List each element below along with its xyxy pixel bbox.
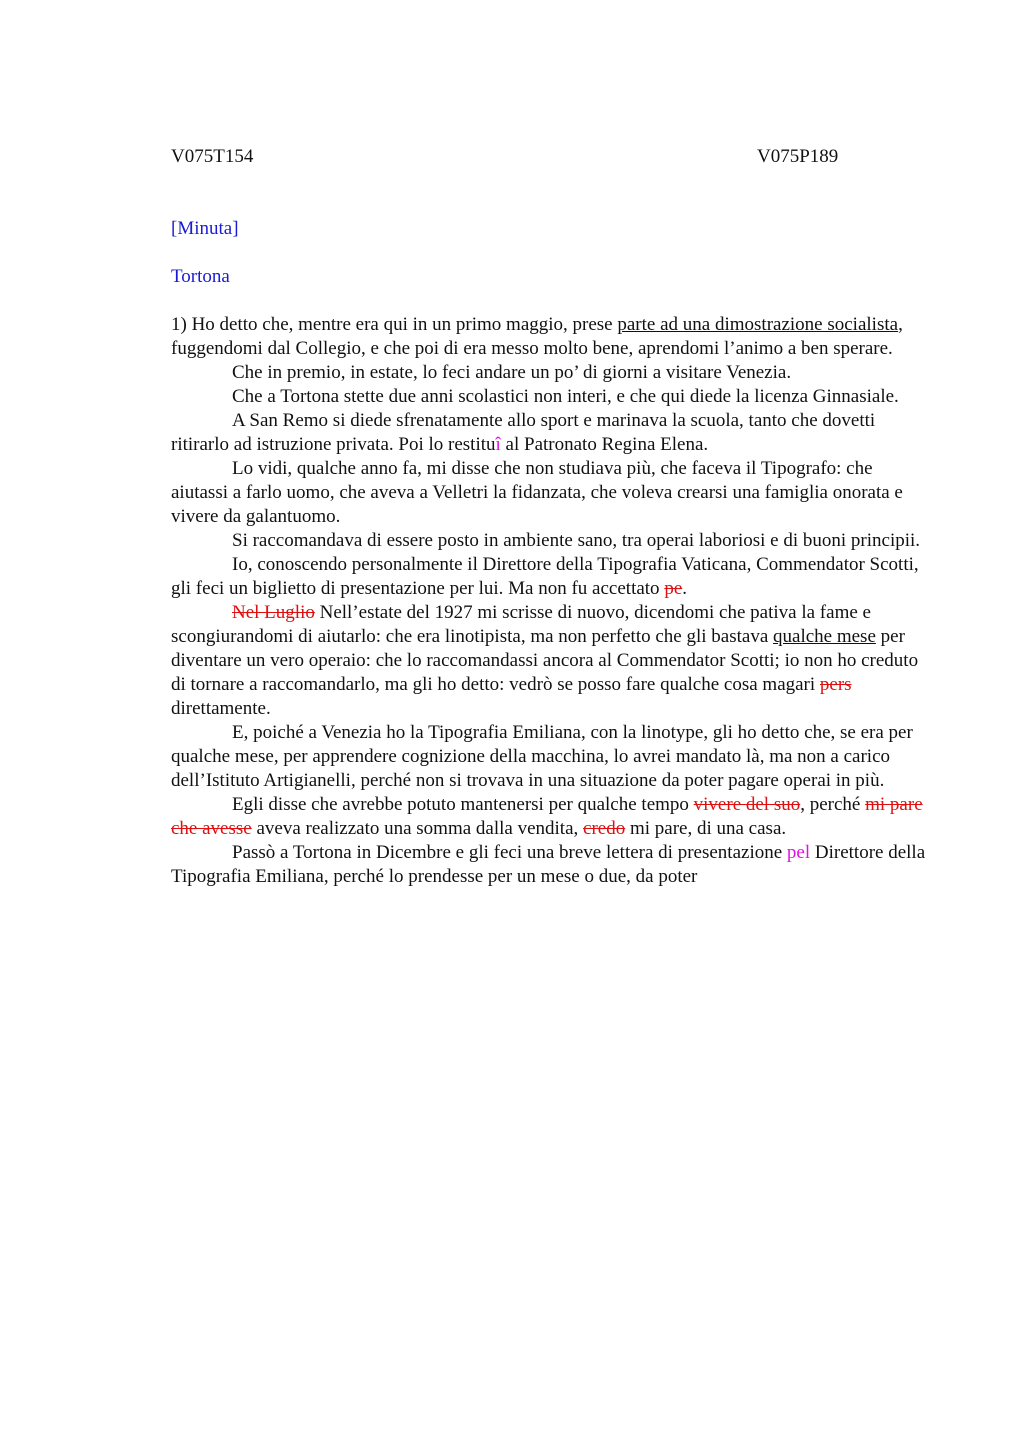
text-segment: Lo vidi, qualche anno fa, mi disse che non studiava più, che faceva il Tipografo: che aiutassi a farlo uomo, che aveva a Velletri la fidanzata, che voleva crearsi una famiglia onorata e vivere da galantuomo. [171,458,903,527]
place-label: Tortona [171,266,230,287]
underlined-text: parte ad una dimostrazione socialista [617,314,899,335]
text-segment: 1) Ho detto che, mentre era qui in un primo maggio, prese [171,314,618,335]
deleted-text: pers [819,674,852,695]
text-segment: A San Remo si diede sfrenatamente allo sport e marinava la scuola, tanto che dovetti ritirarlo ad istruzione privata. Poi lo restitu [171,410,876,455]
deleted-text: pe [664,578,683,599]
paragraph [171,313,931,361]
text-segment: . [682,578,687,599]
minuta-label: [Minuta] [171,218,239,239]
paragraph [171,457,931,529]
text-segment: Direttore della Tipografia Emiliana, perché lo prendesse per un mese o due, da poter [171,842,926,887]
deleted-text: vivere del suo [693,794,801,815]
text-segment: per diventare un vero operaio: che lo raccomandassi ancora al Commendator Scotti; io non ho creduto di tornare a raccomandarlo, ma gli ho detto: vedrò se posso fare qualche cosa magari [171,626,919,695]
paragraph [171,361,931,385]
text-segment: Passò a Tortona in Dicembre e gli feci una breve lettera di presentazione [232,842,787,863]
text-segment: , perché [800,794,866,815]
paragraph [171,601,931,721]
document-code-left: V075T154 [171,146,254,167]
paragraph [171,385,931,409]
text-segment: aveva realizzato una somma dalla vendita, [251,818,584,839]
paragraph [171,409,931,457]
text-segment: direttamente. [171,698,271,719]
text-segment: Io, conoscendo personalmente il Direttore della Tipografia Vaticana, Commendator Scotti, gli feci un biglietto di presentazione per lui. Ma non fu accettato [171,554,919,599]
letter-body [171,313,931,889]
text-segment: Egli disse che avrebbe potuto mantenersi per qualche tempo [232,794,694,815]
paragraph [171,793,931,841]
text-segment: mi pare, di una casa. [625,818,787,839]
text-segment: Si raccomandava di essere posto in ambiente sano, tra operai laboriosi e di buoni principii. [232,530,921,551]
paragraph [171,553,931,601]
text-segment: Nell’estate del 1927 mi scrisse di nuovo, dicendomi che pativa la fame e scongiurandomi di aiutarlo: che era linotipista, ma non perfetto che gli bastava [171,602,871,647]
paragraph [171,721,931,793]
deleted-text: Nel Luglio [232,602,315,623]
text-segment: , fuggendomi dal Collegio, e che poi di era messo molto bene, aprendomi l’animo a ben sperare. [171,314,903,359]
page-code-right: V075P189 [757,146,839,167]
editorial-insertion: î [495,434,501,455]
editorial-insertion: pel [786,842,811,863]
underlined-text: qualche mese [773,626,876,647]
deleted-text: credo [583,818,626,839]
text-segment: Che in premio, in estate, lo feci andare un po’ di giorni a visitare Venezia. [232,362,792,383]
paragraph [171,529,931,553]
deleted-text: mi pare che avesse [171,794,923,839]
text-segment: al Patronato Regina Elena. [500,434,709,455]
paragraph [171,841,931,889]
text-segment: Che a Tortona stette due anni scolastici non interi, e che qui diede la licenza Ginnasiale. [232,386,899,407]
text-segment: E, poiché a Venezia ho la Tipografia Emiliana, con la linotype, gli ho detto che, se era per qualche mese, per apprendere cognizione della macchina, lo avrei mandato là, ma non a carico dell’Istituto Artigianelli, perché non si trovava in una situazione da poter pagare operai in più. [171,722,913,791]
